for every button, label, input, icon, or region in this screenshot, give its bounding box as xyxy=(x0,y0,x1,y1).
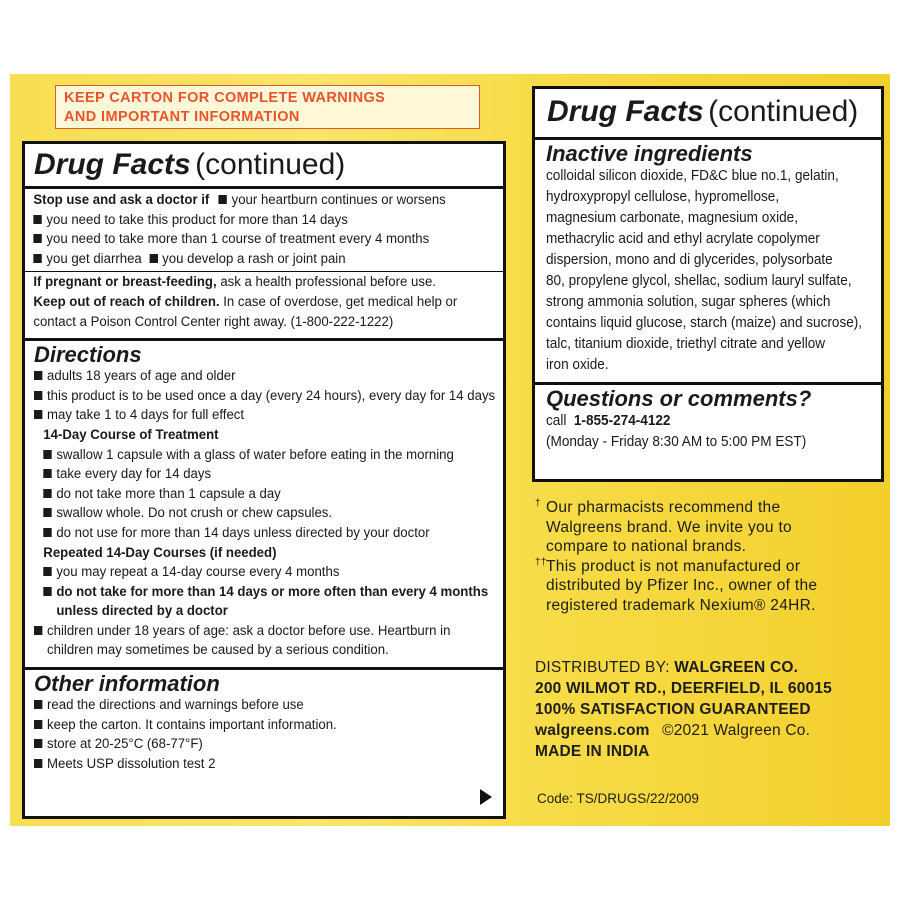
bullet-icon xyxy=(34,759,42,768)
ingredient-line: methacrylic acid and ethyl acrylate copolymer xyxy=(546,231,820,247)
item-text: adults 18 years of age and older xyxy=(47,368,236,385)
list-item xyxy=(34,583,518,603)
ingredient-line: magnesium carbonate, magnesium oxide, xyxy=(546,210,798,226)
children-line-2: children may sometimes be caused by a serious condition. xyxy=(47,642,389,659)
directions-title: Directions xyxy=(34,342,142,368)
bullet-icon xyxy=(34,700,42,709)
bullet-icon xyxy=(43,489,51,498)
phone-number: 1-855-274-4122 xyxy=(573,413,671,429)
footnote-line: Our pharmacists recommend the xyxy=(546,499,781,516)
warnings-section xyxy=(25,189,524,269)
distributor-name: WALGREEN CO. xyxy=(674,659,799,676)
banner-line-1: KEEP CARTON FOR COMPLETE WARNINGS xyxy=(64,90,386,106)
drug-facts-left-panel xyxy=(22,141,506,819)
list-item xyxy=(34,504,518,524)
copyright-text: ©2021 Walgreen Co. xyxy=(662,722,811,739)
bullet-icon xyxy=(34,626,42,635)
list-item xyxy=(34,716,518,736)
continue-arrow-icon xyxy=(480,789,492,805)
inactive-ingredients-section xyxy=(535,140,881,376)
footnote-line: distributed by Pfizer Inc., owner of the xyxy=(546,577,818,594)
questions-section xyxy=(535,385,881,453)
item-text: take every day for 14 days xyxy=(56,466,212,483)
title-bold: Drug Facts xyxy=(547,95,704,128)
list-item xyxy=(34,406,518,426)
list-item xyxy=(34,367,518,387)
call-line xyxy=(546,411,890,432)
guarantee-text: 100% SATISFACTION GUARANTEED xyxy=(535,701,811,718)
inactive-ingredients-title: Inactive ingredients xyxy=(546,141,753,166)
list-item xyxy=(34,485,518,505)
footnote-1 xyxy=(535,498,885,557)
bullet-icon xyxy=(43,587,51,596)
footnote-line: compare to national brands. xyxy=(546,538,747,555)
item-text: do not take for more than 14 days or more often than every 4 months xyxy=(56,583,489,600)
item-text: you develop a rash or joint pain xyxy=(162,250,346,267)
bullet-icon xyxy=(33,215,41,224)
item-text: you may repeat a 14-day course every 4 months xyxy=(56,564,340,581)
inactive-ingredients-list xyxy=(546,166,890,376)
ingredient-line: dispersion, mono and di glycerides, polysorbate xyxy=(546,252,833,268)
item-text: you need to take this product for more than 14 days xyxy=(46,211,348,228)
bullet-icon xyxy=(43,508,51,517)
list-item xyxy=(34,524,518,544)
bullet-icon xyxy=(34,739,42,748)
bullet-icon xyxy=(34,410,42,419)
hours-text: (Monday - Friday 8:30 AM to 5:00 PM EST) xyxy=(546,434,807,450)
title-bold: Drug Facts xyxy=(34,148,191,181)
list-item xyxy=(34,387,518,407)
keep-out-heading: Keep out of reach of children. xyxy=(33,293,220,310)
ingredient-line: iron oxide. xyxy=(546,357,609,373)
item-text: store at 20-25°C (68-77°F) xyxy=(47,736,203,753)
bullet-icon xyxy=(34,371,42,380)
website-line xyxy=(535,720,832,741)
repeat-heading: Repeated 14-Day Courses (if needed) xyxy=(43,544,277,561)
distributor-block xyxy=(535,657,832,762)
drug-facts-right-panel xyxy=(532,86,884,482)
ingredient-line: contains liquid glucose, starch (maize) and sucrose), xyxy=(546,315,863,331)
bullet-icon xyxy=(34,720,42,729)
pregnancy-warning xyxy=(33,273,517,293)
ingredient-line: colloidal silicon dioxide, FD&C blue no.1, gelatin, xyxy=(546,168,839,184)
item-text: do not use for more than 14 days unless directed by your doctor xyxy=(56,524,430,541)
pregnancy-section xyxy=(25,272,524,332)
origin-text: MADE IN INDIA xyxy=(535,743,650,760)
item-text: swallow 1 capsule with a glass of water before eating in the morning xyxy=(56,446,454,463)
product-code: Code: TS/DRUGS/22/2009 xyxy=(537,791,699,806)
stop-use-heading: Stop use and ask a doctor if xyxy=(33,192,210,208)
other-info-title: Other information xyxy=(34,671,220,697)
ingredient-line: hydroxypropyl cellulose, hypromellose, xyxy=(546,189,780,205)
footnote-2 xyxy=(535,557,885,616)
bullet-icon xyxy=(43,528,51,537)
pregnancy-heading: If pregnant or breast-feeding, xyxy=(33,274,217,291)
bullet-icon xyxy=(33,234,41,243)
item-text: Meets USP dissolution test 2 xyxy=(47,755,216,772)
list-item xyxy=(34,622,518,642)
other-information-section xyxy=(25,670,503,774)
bullet-icon xyxy=(43,567,51,576)
list-item xyxy=(34,755,518,775)
list-item xyxy=(34,563,518,583)
bullet-icon xyxy=(43,450,51,459)
dagger-mark: † xyxy=(535,498,541,509)
distributor-address: 200 WILMOT RD., DEERFIELD, IL 60015 xyxy=(535,680,832,697)
keep-carton-banner xyxy=(55,85,480,129)
double-dagger-mark: †† xyxy=(535,556,547,568)
call-label: call xyxy=(546,413,567,429)
item-text: this product is to be used once a day (every 24 hours), every day for 14 days xyxy=(47,387,496,404)
distributor-label: DISTRIBUTED BY: xyxy=(535,659,670,676)
list-item xyxy=(33,230,517,250)
item-text: children under 18 years of age: ask a doctor before use. Heartburn in xyxy=(47,622,451,639)
list-item xyxy=(34,696,518,716)
footnote-line: registered trademark Nexium® 24HR. xyxy=(546,596,816,614)
course-heading: 14-Day Course of Treatment xyxy=(43,426,219,443)
stop-use-item: your heartburn continues or worsens xyxy=(231,192,446,208)
ingredient-line: talc, titanium dioxide, triethyl citrate and yellow xyxy=(546,336,826,352)
footnote-line: This product is not manufactured or xyxy=(546,557,801,575)
stop-use-line xyxy=(33,191,517,211)
item-text: do not take more than 1 capsule a day xyxy=(56,485,281,502)
bullet-icon xyxy=(219,195,227,204)
pregnancy-text: ask a health professional before use. xyxy=(220,274,436,291)
website-link[interactable]: walgreens.com xyxy=(535,722,650,739)
list-item xyxy=(33,211,517,231)
poison-control-line: contact a Poison Control Center right away. (1-800-222-1222) xyxy=(33,313,394,330)
ingredient-line: strong ammonia solution, sugar spheres (which xyxy=(546,294,831,310)
list-item xyxy=(34,735,518,755)
right-panel-title xyxy=(535,89,881,137)
repeat-warning-continued: unless directed by a doctor xyxy=(56,603,228,620)
questions-title: Questions or comments? xyxy=(546,386,812,411)
title-continued: (continued) xyxy=(708,95,859,128)
keep-out-text: In case of overdose, get medical help or xyxy=(223,293,458,310)
item-text: you need to take more than 1 course of treatment every 4 months xyxy=(46,231,430,248)
keep-out-warning xyxy=(33,293,517,313)
list-item xyxy=(33,250,517,270)
bullet-icon xyxy=(43,469,51,478)
item-text: may take 1 to 4 days for full effect xyxy=(47,407,245,424)
item-text: read the directions and warnings before use xyxy=(47,697,304,714)
item-text: you get diarrhea xyxy=(46,250,142,267)
left-panel-title xyxy=(25,144,503,186)
list-item xyxy=(34,465,518,485)
item-text: keep the carton. It contains important information. xyxy=(47,716,337,733)
bullet-icon xyxy=(34,391,42,400)
item-text: swallow whole. Do not crush or chew capsules. xyxy=(56,505,333,522)
banner-line-2: AND IMPORTANT INFORMATION xyxy=(64,109,300,125)
list-item xyxy=(34,446,518,466)
bullet-icon xyxy=(33,254,41,263)
title-continued: (continued) xyxy=(195,148,346,181)
bullet-icon xyxy=(149,254,157,263)
ingredient-line: 80, propylene glycol, shellac, sodium lauryl sulfate, xyxy=(546,273,852,289)
footnote-line: Walgreens brand. We invite you to xyxy=(546,518,792,536)
footnotes xyxy=(535,498,885,615)
directions-section xyxy=(25,341,503,661)
distributor-line xyxy=(535,657,832,678)
